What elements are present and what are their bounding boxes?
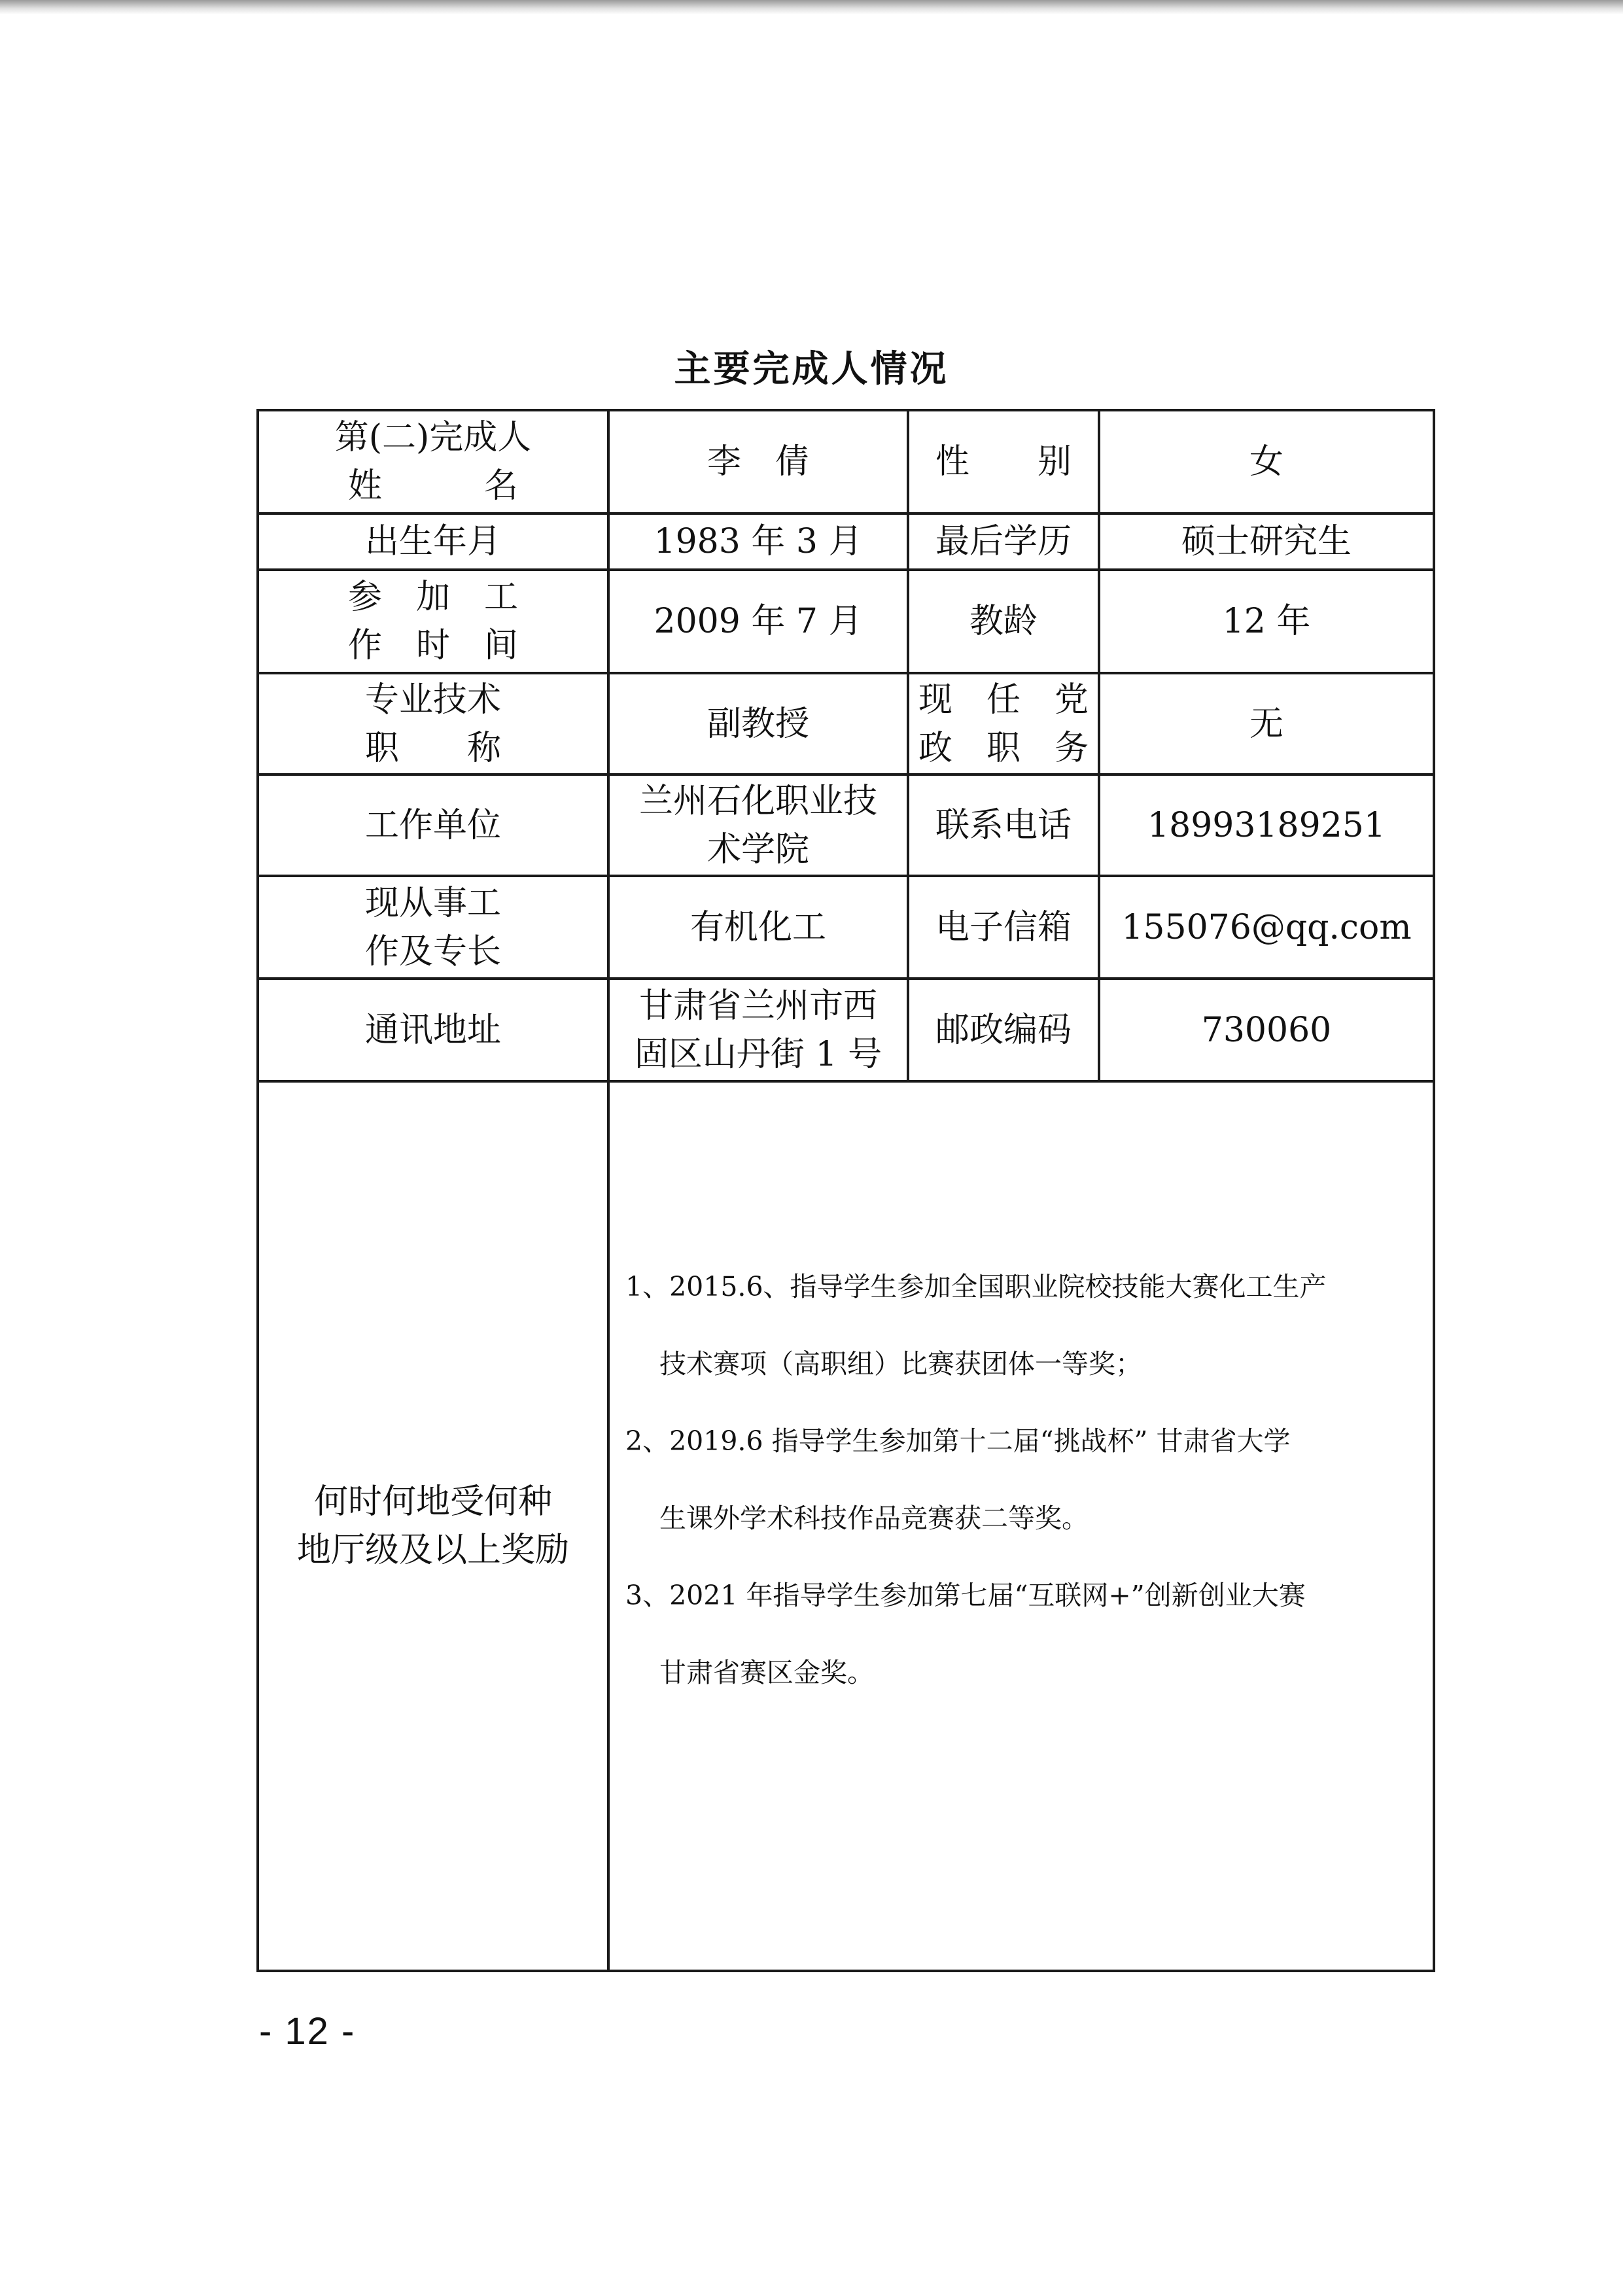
- specialty-value: 有机化工: [608, 876, 908, 979]
- name-label-line1: 第(二)完成人: [334, 418, 532, 457]
- table-row: [258, 570, 1434, 673]
- specialty-label-cell: [258, 876, 608, 979]
- work-start-label-cell: [258, 570, 608, 673]
- birth-label: 出生年月: [258, 513, 608, 570]
- employer-value-cell: [608, 774, 908, 876]
- table-row: [258, 979, 1434, 1081]
- employer-label: 工作单位: [258, 774, 608, 876]
- page-title: 主要完成人情况: [674, 348, 949, 391]
- awards-content-cell: [608, 1081, 1434, 1971]
- scan-edge: [0, 0, 1623, 14]
- award-1-line1: 1、2015.6、指导学生参加全国职业院校技能大赛化工生产: [625, 1271, 1327, 1302]
- table-row: [258, 774, 1434, 876]
- award-2-line1: 2、2019.6 指导学生参加第十二届“挑战杯” 甘肃省大学: [625, 1425, 1291, 1457]
- education-label: 最后学历: [908, 513, 1099, 570]
- specialty-label-line2: 作及专长: [364, 931, 501, 971]
- list-item: [625, 1402, 1414, 1557]
- gender-value: 女: [1099, 410, 1434, 513]
- work-start-label-line2: 作 时 间: [347, 626, 518, 665]
- title-label-line2: 职 称: [364, 728, 501, 768]
- name-value: 李 倩: [608, 410, 908, 513]
- title-label-cell: [258, 673, 608, 774]
- education-value: 硕士研究生: [1099, 513, 1434, 570]
- party-post-value: 无: [1099, 673, 1434, 774]
- phone-value: 18993189251: [1099, 774, 1434, 876]
- address-value-line2: 固区山丹街 1 号: [634, 1034, 882, 1074]
- award-2-line2: 生课外学术科技作品竞赛获二等奖。: [659, 1503, 1089, 1534]
- table-row: [258, 410, 1434, 513]
- table-row: [258, 513, 1434, 570]
- postcode-label: 邮政编码: [908, 979, 1099, 1081]
- work-start-label-line1: 参 加 工: [347, 578, 518, 617]
- address-value-line1: 甘肃省兰州市西: [638, 986, 877, 1026]
- email-value: 155076@qq.com: [1099, 876, 1434, 979]
- specialty-label-line1: 现从事工: [364, 883, 501, 923]
- award-3-line2: 甘肃省赛区金奖。: [659, 1657, 874, 1688]
- teaching-years-label: 教龄: [908, 570, 1099, 673]
- awards-label-line2: 地厅级及以上奖励: [296, 1531, 569, 1570]
- title-value: 副教授: [608, 673, 908, 774]
- employer-value-line1: 兰州石化职业技: [638, 781, 877, 821]
- completer-info-table: [256, 409, 1435, 1972]
- award-3-line1: 3、2021 年指导学生参加第七届“互联网+”创新创业大赛: [625, 1580, 1306, 1611]
- name-label-line2: 姓 名: [347, 466, 518, 506]
- party-post-label-line1: 现 任 党: [918, 680, 1089, 720]
- list-item: [625, 1557, 1414, 1711]
- awards-label-cell: [258, 1081, 608, 1971]
- award-1-line2: 技术赛项（高职组）比赛获团体一等奖；: [659, 1348, 1142, 1380]
- teaching-years-value: 12 年: [1099, 570, 1434, 673]
- list-item: [625, 1248, 1414, 1402]
- name-label-cell: [258, 410, 608, 513]
- party-post-label-line2: 政 职 务: [918, 728, 1089, 768]
- address-label: 通讯地址: [258, 979, 608, 1081]
- phone-label: 联系电话: [908, 774, 1099, 876]
- party-post-label-cell: [908, 673, 1099, 774]
- awards-list: [610, 1248, 1433, 1711]
- table-row: [258, 673, 1434, 774]
- work-start-value: 2009 年 7 月: [608, 570, 908, 673]
- table-row: [258, 1081, 1434, 1971]
- email-label: 电子信箱: [908, 876, 1099, 979]
- employer-value-line2: 术学院: [707, 829, 809, 869]
- title-label-line1: 专业技术: [364, 680, 501, 720]
- gender-label: 性 别: [908, 410, 1099, 513]
- address-value-cell: [608, 979, 908, 1081]
- birth-value: 1983 年 3 月: [608, 513, 908, 570]
- awards-label-line1: 何时何地受何种: [313, 1482, 552, 1522]
- page-number: - 12 -: [259, 2010, 356, 2053]
- postcode-value: 730060: [1099, 979, 1434, 1081]
- table-row: [258, 876, 1434, 979]
